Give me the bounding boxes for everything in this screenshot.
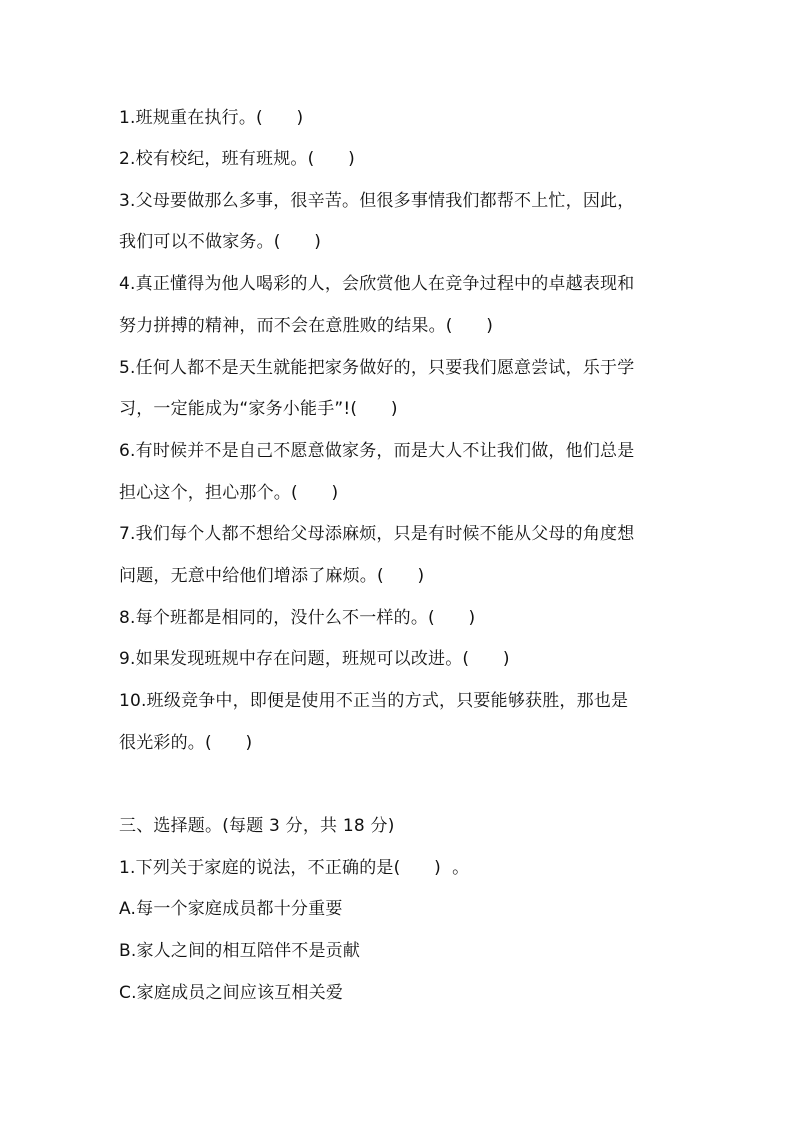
judgment-item-7-line-2: 问题，无意中给他们增添了麻烦。( ): [119, 566, 425, 586]
choice-option-c: C.家庭成员之间应该互相关爱: [119, 983, 344, 1003]
judgment-item-6-line-1: 6.有时候并不是自己不愿意做家务，而是大人不让我们做，他们总是: [119, 441, 635, 461]
judgment-item-4-line-2: 努力拼搏的精神，而不会在意胜败的结果。( ): [119, 316, 494, 336]
judgment-item-3-line-2: 我们可以不做家务。( ): [119, 232, 322, 252]
judgment-item-2: 2.校有校纪，班有班规。( ): [119, 149, 355, 169]
judgment-item-10-line-1: 10.班级竞争中，即便是使用不正当的方式，只要能够获胜，那也是: [119, 691, 629, 711]
judgment-item-10-line-2: 很光彩的。( ): [119, 733, 253, 753]
judgment-item-3-line-1: 3.父母要做那么多事，很辛苦。但很多事情我们都帮不上忙，因此，: [119, 191, 635, 211]
judgment-item-9: 9.如果发现班规中存在问题，班规可以改进。( ): [119, 649, 510, 669]
judgment-item-7-line-1: 7.我们每个人都不想给父母添麻烦，只是有时候不能从父母的角度想: [119, 524, 635, 544]
judgment-item-5-line-1: 5.任何人都不是天生就能把家务做好的，只要我们愿意尝试，乐于学: [119, 358, 635, 378]
section-heading: 三、选择题。(每题 3 分，共 18 分): [119, 816, 395, 836]
judgment-item-6-line-2: 担心这个，担心那个。( ): [119, 483, 339, 503]
judgment-item-4-line-1: 4.真正懂得为他人喝彩的人，会欣赏他人在竞争过程中的卓越表现和: [119, 274, 635, 294]
choice-option-b: B.家人之间的相互陪伴不是贡献: [119, 941, 361, 961]
judgment-item-1: 1.班规重在执行。( ): [119, 108, 304, 128]
choice-question-1: 1.下列关于家庭的说法，不正确的是( ) 。: [119, 858, 470, 878]
choice-option-a: A.每一个家庭成员都十分重要: [119, 899, 343, 919]
judgment-item-8: 8.每个班都是相同的，没什么不一样的。( ): [119, 608, 476, 628]
judgment-item-5-line-2: 习，一定能成为“家务小能手”!( ): [119, 399, 398, 419]
